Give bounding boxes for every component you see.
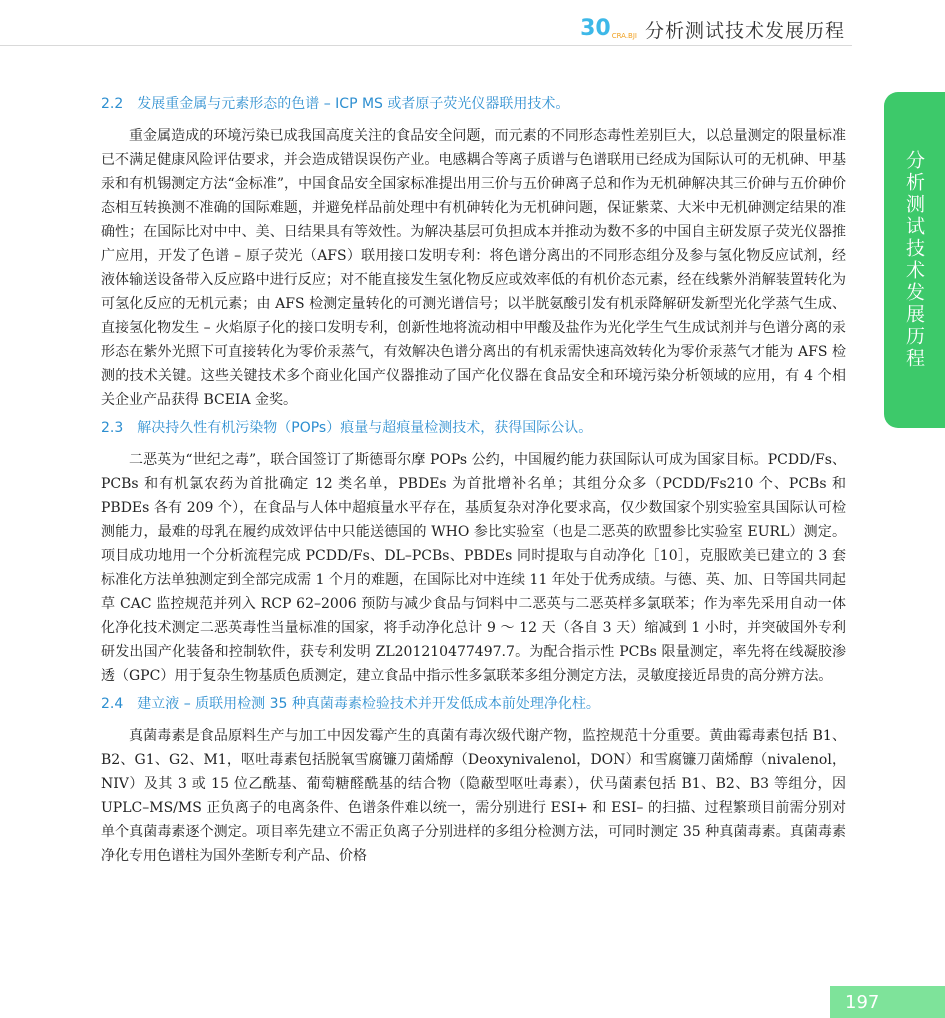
- section-heading: 2.3 解决持久性有机污染物（POPs）痕量与超痕量检测技术，获得国际公认。: [101, 420, 593, 436]
- page-number: 197: [830, 986, 945, 1018]
- page-header: [580, 14, 845, 44]
- body-paragraph: 重金属造成的环境污染已成我国高度关注的食品安全问题，而元素的不同形态毒性差别巨大，以总量测定的限量标准已不满足健康风险评估要求，并会造成错误误伤产业。电感耦合等离子质谱与色谱联用已经成为国际认可的无机砷、甲基汞和有机锡测定方法“金标准”，中国食品安全国家标准提出用三价与五价砷离子总和作为无机砷解决其三价砷与五价砷价态相互转换测不准确的国际难题，并避免样品前处理中有机砷转化为无机砷问题，保证紫菜、大米中无机砷测定结果的准确性；在国际比对中中、美、日结果具有等效性。为解决基层可负担成本并推动为数不多的中国自主研发原子荧光仪器推广应用，开发了色谱 – 原子荧光（AFS）联用接口发明专利：将色谱分离出的不同形态组分及参与氢化物反应试剂，经液体输送设备带入反应路中进行反应；对不能直接发生氢化物反应或效率低的有机价态元素，经在线紫外消解装置转化为可氢化反应的无机元素；由 AFS 检测定量转化的可测光谱信号；以半胱氨酸引发有机汞降解研发新型光化学蒸气生成、直接氢化物发生 – 火焰原子化的接口发明专利，创新性地将流动相中甲酸及盐作为光化学生气生成试剂并与色谱分离的汞形态在紫外光照下可直接转化为零价汞蒸气，有效解决色谱分离出的有机汞需快速高效转化为零价汞蒸气才能为 AFS 检测的技术关键。这些关键技术多个商业化国产仪器推动了国产化仪器在食品安全和环境污染分析领域的应用，有 4 个相关企业产品获得 BCEIA 金奖。: [101, 128, 846, 408]
- body-paragraph: 真菌毒素是食品原料生产与加工中因发霉产生的真菌有毒次级代谢产物，监控规范十分重要。黄曲霉毒素包括 B1、B2、G1、G2、M1，呕吐毒素包括脱氧雪腐镰刀菌烯醇（Deoxynivalenol，DON）和雪腐镰刀菌烯醇（nivalenol，NIV）及其 3 或 15 位乙酰基、葡萄糖醛酰基的结合物（隐蔽型呕吐毒素），伏马菌素包括 B1、B2、B3 等组分，因 UPLC–MS/MS 正负离子的电离条件、色谱条件难以统一，需分别进行 ESI+ 和 ESI– 的扫描、过程繁琐目前需分别对单个真菌毒素逐个测定。项目率先建立不需正负离子分别进样的多组分检测方法，可同时测定 35 种真菌毒素。真菌毒素净化专用色谱柱为国外垄断专利产品、价格: [101, 728, 846, 864]
- chapter-side-tab: [884, 92, 945, 428]
- running-title: 分析测试技术发展历程: [644, 19, 845, 42]
- body-paragraph: 二恶英为“世纪之毒”，联合国签订了斯德哥尔摩 POPs 公约，中国履约能力获国际认可成为国家目标。PCDD/Fs、PCBs 和有机氯农药为首批确定 12 类名单，PBDEs 为首批增补名单；其组分众多（PCDD/Fs210 个、PCBs 和 PBDEs 各有 209 个），在食品与人体中超痕量水平存在，基质复杂对净化要求高，仅少数国家个别实验室具国际认可检测能力，最难的母乳在履约成效评估中只能送德国的 WHO 参比实验室（也是二恶英的欧盟参比实验室 EURL）测定。项目成功地用一个分析流程完成 PCDD/Fs、DL–PCBs、PBDEs 同时提取与自动净化［10］，克服欧美已建立的 3 套标准化方法单独测定到全部完成需 1 个月的难题，在国际比对中连续 11 年处于优秀成绩。与德、英、加、日等国共同起草 CAC 监控规范并列入 RCP 62–2006 预防与减少食品与饲料中二恶英与二恶英样多氯联苯；作为率先采用自动一体化净化技术测定二恶英毒性当量标准的国家，将手动净化总计 9 ～ 12 天（各自 3 天）缩减到 1 小时，并突破国外专利研发出国产化装备和控制软件，获专利发明 ZL201210477497.7。为配合指示性 PCBs 限量测定，率先将在线凝胶渗透（GPC）用于复杂生物基质色质测定，建立食品中指示性多氯联苯多组分测定方法，灵敏度接近昂贵的高分辨方法。: [101, 452, 846, 684]
- side-tab-label: 分析测试技术发展历程: [903, 150, 925, 370]
- logo-subtext: CRA.BJI: [611, 32, 637, 40]
- logo-number: 30: [580, 16, 611, 41]
- header-divider: [0, 45, 852, 46]
- section-heading: 2.2 发展重金属与元素形态的色谱 – ICP MS 或者原子荧光仪器联用技术。: [101, 96, 570, 112]
- section-heading: 2.4 建立液 – 质联用检测 35 种真菌毒素检验技术并开发低成本前处理净化柱。: [101, 696, 600, 712]
- anniversary-logo: [580, 18, 637, 40]
- main-content: [101, 88, 846, 874]
